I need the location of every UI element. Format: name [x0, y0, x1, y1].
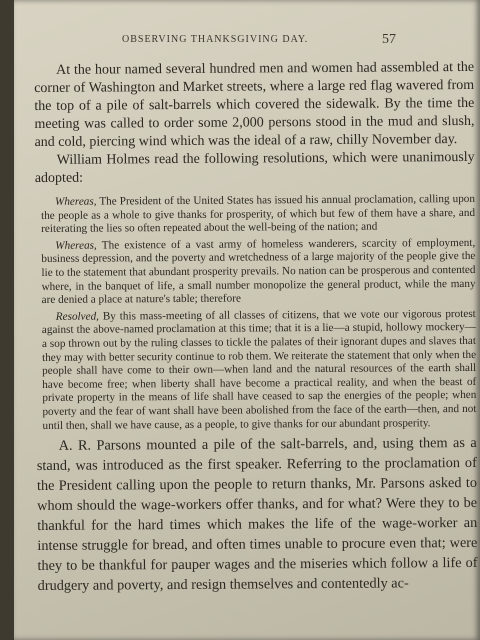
- page-header: [14, 34, 480, 50]
- resolutions-block: [35, 193, 477, 433]
- body-text: [34, 59, 478, 596]
- running-head: OBSERVING THANKSGIVING DAY.: [122, 34, 309, 45]
- resolution-lead: Whereas,: [54, 195, 97, 208]
- book-page: [14, 0, 480, 640]
- resolution-whereas-2: [41, 237, 475, 308]
- paragraph-assembly: At the hour named several hundred men and women had assembled at the corner of Washington and Market streets, where a large red flag wavered from the top of a pile of salt-barrels which covered the sidewalk. By the time the meeting was called to order some 2,000 persons stood in the mud and slush, and cold, piercing wind which was the ideal of a raw, chilly November day.: [34, 59, 475, 150]
- resolution-resolved: [42, 308, 477, 433]
- paragraph-resolutions-intro: William Holmes read the following resolutions, which were unanimously adopted:: [34, 149, 475, 186]
- page-number: 57: [382, 32, 396, 47]
- resolution-lead: Whereas,: [55, 239, 97, 252]
- paragraph-parsons: A. R. Parsons mounted a pile of the salt-barrels, and, using them as a stand, was introduced as the first speaker. Referring to the proclamation of the President calling upon the people to return thanks, Mr. Parsons asked to whom should the wage-workers offer thanks, and for what? Were they to be thankful for the hard times which makes the life of the wage-worker an intense struggle for bread, and often times unable to procure even that; were they to be thankful for pauper wages and the miseries which follow a life of drudgery and poverty, and resign themselves and contentedly ac-: [36, 435, 478, 595]
- resolution-whereas-1: [41, 193, 475, 237]
- resolution-text: The President of the United States has issued his annual proclamation, calling upon the people as a whole to give thanks for prosperity, of which but few of them have a share, and reiterating the lies so often repeated about the well-being of the nation; and: [41, 192, 476, 236]
- resolution-text: The existence of a vast army of homeless wanderers, scarcity of employment, business depression, and the poverty and wretchedness of a large majority of the people give the lie to the statement that abundant prosperity prevails. No nation can be prosperous and contented where, in the banquet of life, a small number monopolize the general product, while the many are denied a place at nature's table; therefore: [41, 236, 476, 307]
- resolution-text: By this mass-meeting of all classes of citizens, that we vote our vigorous protest against the above-named proclamation at this time; that it is a lie—a stupid, hollowy mockery—a sop thrown out by the ruling classes to tickle the palates of their ignorant dupes and slaves that they may with better security continue to rob them. We reiterate the statement that only when the people shall have come to their own—when land and the natural resources of the earth shall have become free; when liberty shall have become a practical reality, and when the beast of private property in the means of life shall have ceased to sap the energies of the people; when poverty and the fear of want shall have been abolished from the face of the earth—then, and not until then, shall we have cause, as a people, to give thanks for our abundant prosperity.: [41, 307, 477, 432]
- resolution-lead: Resolved,: [55, 310, 100, 323]
